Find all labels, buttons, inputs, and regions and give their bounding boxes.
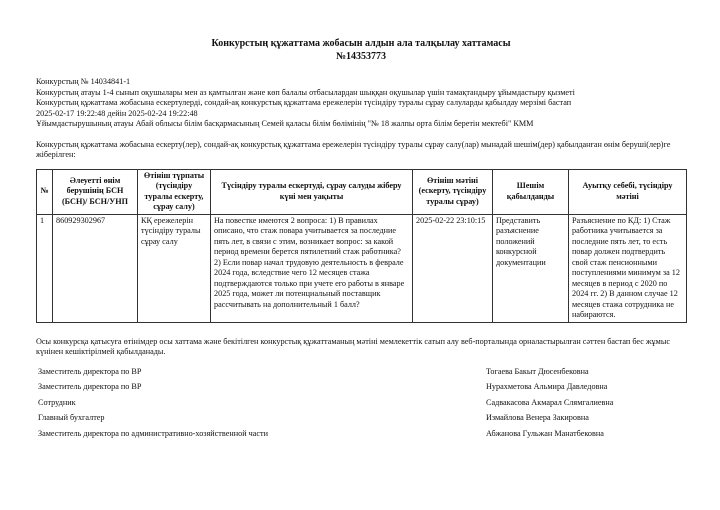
row-datetime: 2025-02-22 23:10:15 [413,214,493,322]
header-decision: Шешім қабылданды [493,169,569,214]
row-request-text: На повестке имеются 2 вопроса: 1) В правилах описано, что стаж повара учитывается за последние пять лет, в связи с этим, возникает вопрос: за какой период времени берется пятилетний стаж работника? 2) Если повар начал трудовую деятельность в феврале 2024 года, вследствие чего 12 месяцев стажа подтверждаются только при учете его работы в январе 2025 года, может ли потенциальный поставщик рассчитывать на дополнительный 1 балл? [211,214,413,322]
row-bin: 860929302967 [53,214,138,322]
period-line-2: 2025-02-17 19:22:48 дейін 2025-02-24 19:22:48 [36,108,198,118]
signatory-position: Заместитель директора по ВР [38,366,142,376]
signatory-name: Абжанова Гульжан Манатбековна [486,428,604,438]
signatories-list [36,367,686,445]
protocol-number: №14353773 [335,50,387,62]
intro-paragraph: Конкурстың құжаттама жобасына ескерту(лер), сондай-ақ конкурстық құжаттама ережелерін түсіндіру туралы сұрау салу(лар) мынадай шешім(дер) қабылданған өнім беруші(лер)ге жіберілген: [36,139,671,159]
organizer-name: Ұйымдастырушының атауы Абай облысы білім басқармасының Семей қаласы білім бөлімінің "№ 18 жалпы орта білім беретін мектебі" КММ [36,119,534,128]
title-line-1: Конкурстың құжаттама жобасын алдын ала талқылау хаттамасы [211,38,511,49]
signatory-row [36,429,686,445]
header-request-type: Өтініш түрпаты (түсіндіру туралы ескерту, сұрау салу) [138,169,211,214]
header-text: Түсіндіру туралы ескертуді, сұрау салуды жіберу күні мен уақыты [211,169,413,214]
signatory-position: Главный бухгалтер [38,413,105,422]
signatory-name: Нурахметова Альмира Давледовна [486,382,608,391]
header-reason: Ауытқу себебі, түсіндіру мәтіні [569,169,687,214]
row-request-type: КҚ ережелерін түсіндіру туралы сұрау салу [138,214,211,322]
signatory-name: Тогаева Бакыт Дюсенбековна [486,366,589,376]
closing-paragraph: Осы конкурсқа қатысуға өтінімдер осы хаттама және бекітілген конкурстық құжаттаманың мәтіні мемлекеттік сатып алу веб-порталында орналастырылған сәттен бастап бес жұмыс күнінен кешіктірілмей қабылданады. [36,336,670,356]
requests-table [36,169,687,323]
period-line-1: Конкурстың құжаттама жобасына ескертулерді, сондай-ақ конкурстық құжаттама ережелерін түсіндіру туралы сұрау салуларды қабылдау мерзімі бастап [36,98,572,107]
signatory-position: Заместитель директора по административно-хозяйственной части [38,428,268,438]
table-row [37,214,687,322]
signatory-row [36,382,686,398]
signatory-name: Измайлова Венера Закировна [486,413,589,422]
signatory-position: Сотрудник [38,397,76,407]
contest-meta [36,77,686,130]
signatory-row [36,398,686,414]
header-datetime: Өтініш мәтіні (ескерту, түсіндіру туралы сұрау) [413,169,493,214]
document-title [36,38,686,63]
signatory-position: Заместитель директора по ВР [38,382,142,391]
signatory-row [36,413,686,429]
row-number: 1 [37,214,53,322]
signatory-row [36,367,686,383]
contest-number: Конкурстың № 14034841-1 [36,77,131,86]
signatory-name: Садвакасова Акмарал Слямгалиевна [486,397,614,407]
table-header-row [37,169,687,214]
contest-name: Конкурстың атауы 1-4 сынып оқушылары мен аз қамтылған және көп балалы отбасылардан шыққан оқушылар үшін тамақтандыру ұйымдастыру қызметі [36,87,575,97]
header-number: № [37,169,53,214]
row-decision: Представить разъяснение положений конкурсной документации [493,214,569,322]
header-bin: Әлеуетті өнім берушінің БСН (БСН)/ БСН/УНП [53,169,138,214]
row-reason: Разъяснение по КД: 1) Стаж работника учитывается за последние пять лет, то есть повар должен подтвердить свой стаж пенсионными поступлениями минимум за 12 месяцев в период с 2020 по 2024 гг. 2) В данном случае 12 месяцев стажа сотрудника не набираются. [569,214,687,322]
